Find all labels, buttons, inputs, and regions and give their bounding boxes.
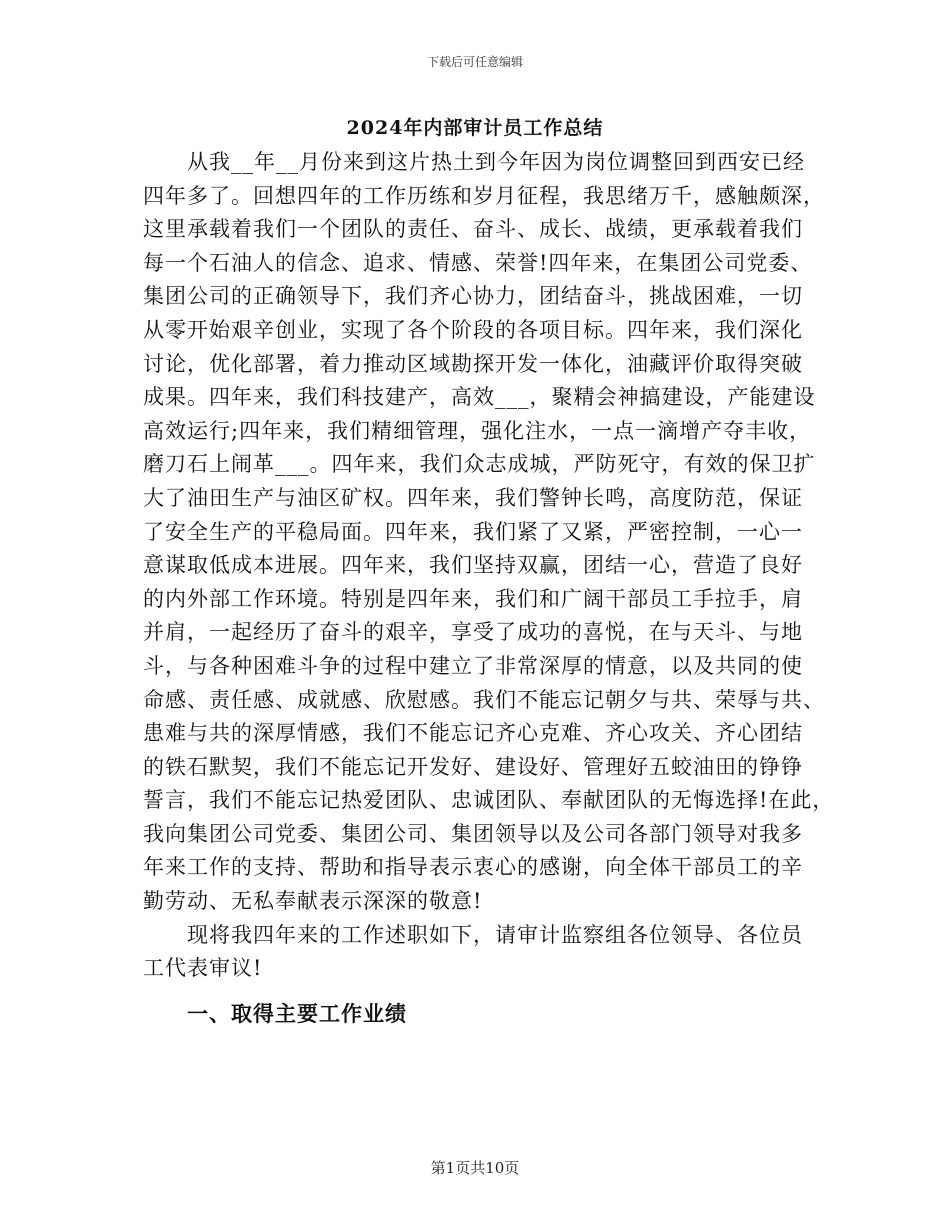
text-line: 每一个石油人的信念、追求、情感、荣誉!四年来，在集团公司党委、: [143, 250, 813, 275]
document-body: [143, 146, 835, 1030]
text-line: 命感、责任感、成就感、欣慰感。我们不能忘记朝夕与共、荣辱与共、: [143, 687, 825, 712]
document-title: 2024年内部审计员工作总结: [346, 117, 604, 139]
text-line: 年来工作的支持、帮助和指导表示衷心的感谢，向全体干部员工的辛: [143, 855, 803, 880]
text-line: 我向集团公司党委、集团公司、集团领导以及公司各部门领导对我多: [143, 821, 803, 846]
text-line: 现将我四年来的工作述职如下，请审计监察组各位领导、各位员: [187, 922, 803, 947]
text-line: 斗，与各种困难斗争的过程中建立了非常深厚的情意，以及共同的使: [143, 653, 803, 678]
paragraph-report: [143, 919, 818, 986]
text-line: 的内外部工作环境。特别是四年来，我们和广阔干部员工手拉手，肩: [143, 586, 803, 611]
text-line: 大了油田生产与油区矿权。四年来，我们警钟长鸣，高度防范，保证: [143, 485, 803, 510]
text-line: 誓言，我们不能忘记热爱团队、忠诚团队、奉献团队的无悔选择!在此，: [143, 788, 835, 813]
page-footer: 第1页共10页: [430, 1159, 520, 1177]
text-line: 勤劳动、无私奉献表示深深的敬意!: [143, 889, 483, 914]
text-line: 四年多了。回想四年的工作历练和岁月征程，我思绪万千，感触颇深，: [143, 183, 825, 208]
text-line: 成果。四年来，我们科技建产，高效___，聚精会神搞建设，产能建设: [143, 385, 816, 410]
text-line: 讨论，优化部署，着力推动区域勘探开发一体化，油藏评价取得突破: [143, 351, 803, 376]
text-line: 这里承载着我们一个团队的责任、奋斗、成长、战绩，更承载着我们: [143, 217, 803, 242]
text-line: 工代表审议!: [143, 956, 263, 981]
text-line: 了安全生产的平稳局面。四年来，我们紧了又紧，严密控制，一心一: [143, 519, 803, 544]
text-line: 意谋取低成本进展。四年来，我们坚持双赢，团结一心，营造了良好: [143, 553, 803, 578]
header-note: 下载后可任意编辑: [426, 55, 523, 69]
text-line: 的铁石默契，我们不能忘记开发好、建设好、管理好五蛟油田的铮铮: [143, 754, 803, 779]
text-line: 磨刀石上闹革___。四年来，我们众志成城，严防死守，有效的保卫扩: [143, 452, 816, 477]
text-line: 集团公司的正确领导下，我们齐心协力，团结奋斗，挑战困难，一切: [143, 284, 803, 309]
text-line: 并肩，一起经历了奋斗的艰辛，享受了成功的喜悦，在与天斗、与地: [143, 620, 803, 645]
text-line: 从我__年__月份来到这片热土到今年因为岗位调整回到西安已经: [187, 150, 805, 174]
text-line: 患难与共的深厚情感，我们不能忘记齐心克难、齐心攻关、齐心团结: [143, 721, 803, 746]
paragraph-intro: [143, 146, 835, 919]
section-heading: 一、取得主要工作业绩: [187, 1000, 407, 1026]
text-line: 从零开始艰辛创业，实现了各个阶段的各项目标。四年来，我们深化: [143, 317, 803, 342]
text-line: 高效运行;四年来，我们精细管理，强化注水，一点一滴增产夺丰收，: [143, 418, 812, 443]
